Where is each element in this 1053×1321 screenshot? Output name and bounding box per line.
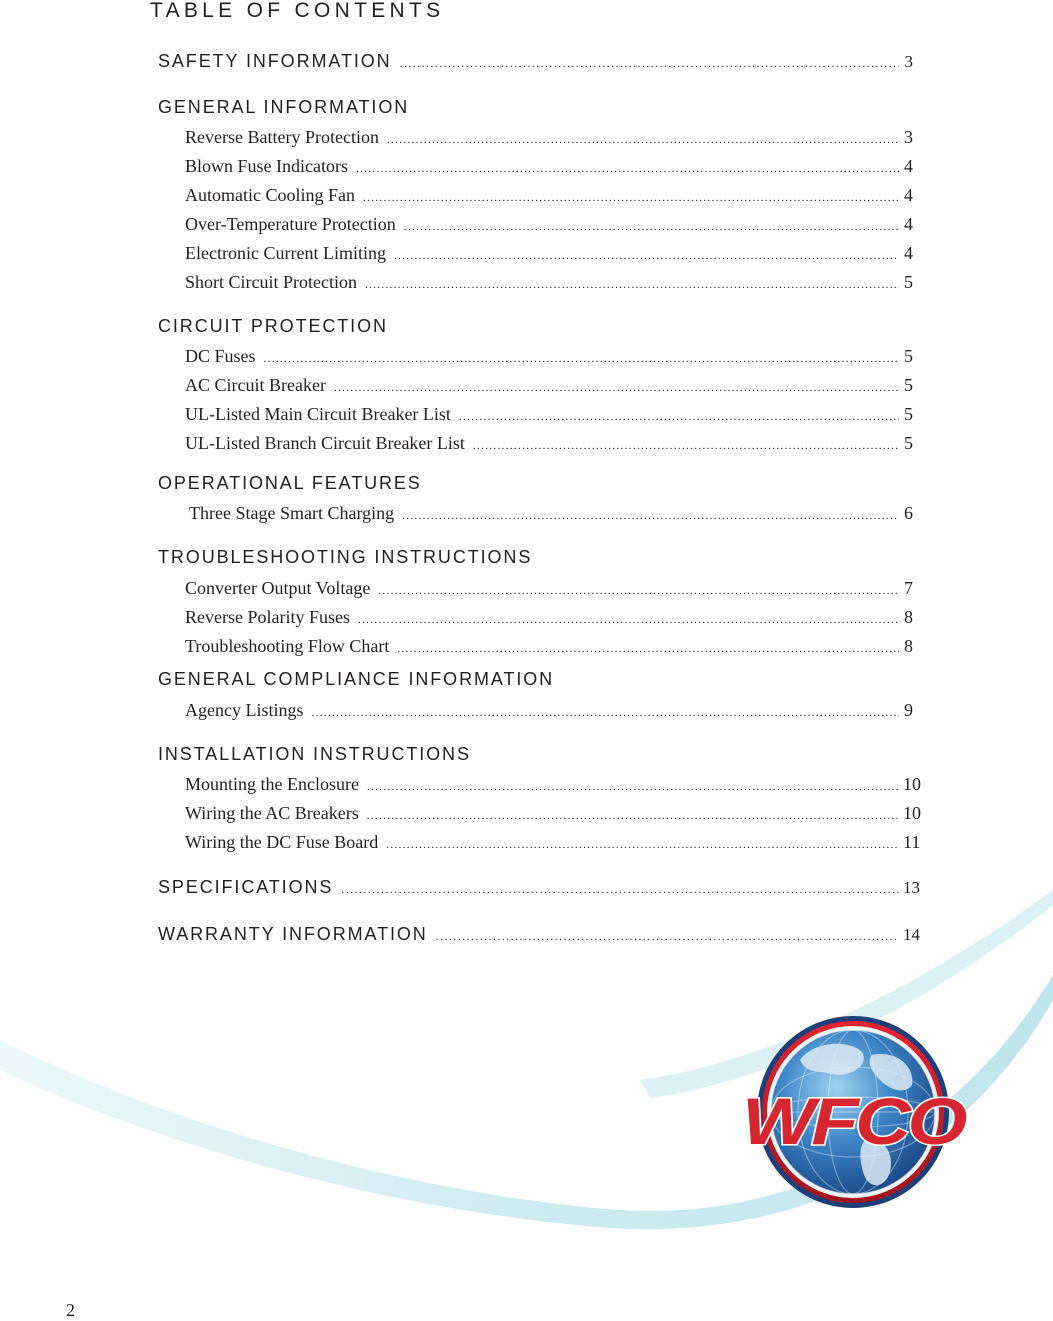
section-label: GENERAL INFORMATION <box>158 97 410 117</box>
page-number: 2 <box>66 1300 75 1320</box>
page-ref: 8 <box>904 607 913 627</box>
page-ref: 4 <box>904 214 913 234</box>
section-label: GENERAL COMPLIANCE INFORMATION <box>158 669 555 689</box>
page-ref: 5 <box>904 433 913 453</box>
section-label: SPECIFICATIONS <box>158 877 334 897</box>
entry-label: Converter Output Voltage <box>185 578 371 598</box>
page-ref: 8 <box>904 636 913 656</box>
page-ref: 9 <box>904 700 913 720</box>
entry-label: UL-Listed Branch Circuit Breaker List <box>185 433 465 453</box>
page-ref: 4 <box>904 243 913 263</box>
entry-label: Reverse Battery Protection <box>185 127 379 147</box>
section-label: TROUBLESHOOTING INSTRUCTIONS <box>158 547 533 567</box>
section-label: OPERATIONAL FEATURES <box>158 473 422 493</box>
page-ref: 5 <box>904 346 913 366</box>
entry-label: Mounting the Enclosure <box>185 774 359 794</box>
section-label: INSTALLATION INSTRUCTIONS <box>158 744 471 764</box>
entry-label: Blown Fuse Indicators <box>185 156 348 176</box>
page-ref: 4 <box>904 156 913 176</box>
page-ref: 3 <box>904 127 913 147</box>
section-label: SAFETY INFORMATION <box>158 51 392 71</box>
logo-text: WFCO <box>742 1084 968 1158</box>
section-label: CIRCUIT PROTECTION <box>158 316 388 336</box>
page-ref: 4 <box>904 185 913 205</box>
page-ref: 3 <box>904 52 913 71</box>
entry-label: Wiring the AC Breakers <box>185 803 359 823</box>
entry-label: Over-Temperature Protection <box>185 214 396 234</box>
entry-label: Automatic Cooling Fan <box>185 185 355 205</box>
entry-label: Short Circuit Protection <box>185 272 357 292</box>
page-ref: 11 <box>903 832 921 852</box>
entry-label: Reverse Polarity Fuses <box>185 607 350 627</box>
entry-label: Agency Listings <box>185 700 304 720</box>
entry-label: Troubleshooting Flow Chart <box>185 636 390 656</box>
section-label: WARRANTY INFORMATION <box>158 924 428 944</box>
page-ref: 5 <box>904 272 913 292</box>
entry-label: Wiring the DC Fuse Board <box>185 832 379 852</box>
entry-label: AC Circuit Breaker <box>185 375 326 395</box>
page-title: TABLE OF CONTENTS <box>150 0 445 22</box>
page-ref: 14 <box>903 925 920 944</box>
page-ref: 6 <box>904 503 913 523</box>
entry-label: UL-Listed Main Circuit Breaker List <box>185 404 451 424</box>
page-ref: 13 <box>903 878 920 897</box>
entry-label: Electronic Current Limiting <box>185 243 386 263</box>
page-ref: 10 <box>903 803 921 823</box>
page-ref: 5 <box>904 375 913 395</box>
page-ref: 5 <box>904 404 913 424</box>
entry-label: DC Fuses <box>185 346 256 366</box>
entry-label: Three Stage Smart Charging <box>189 503 395 523</box>
page-ref: 7 <box>904 578 913 598</box>
page-ref: 10 <box>903 774 921 794</box>
